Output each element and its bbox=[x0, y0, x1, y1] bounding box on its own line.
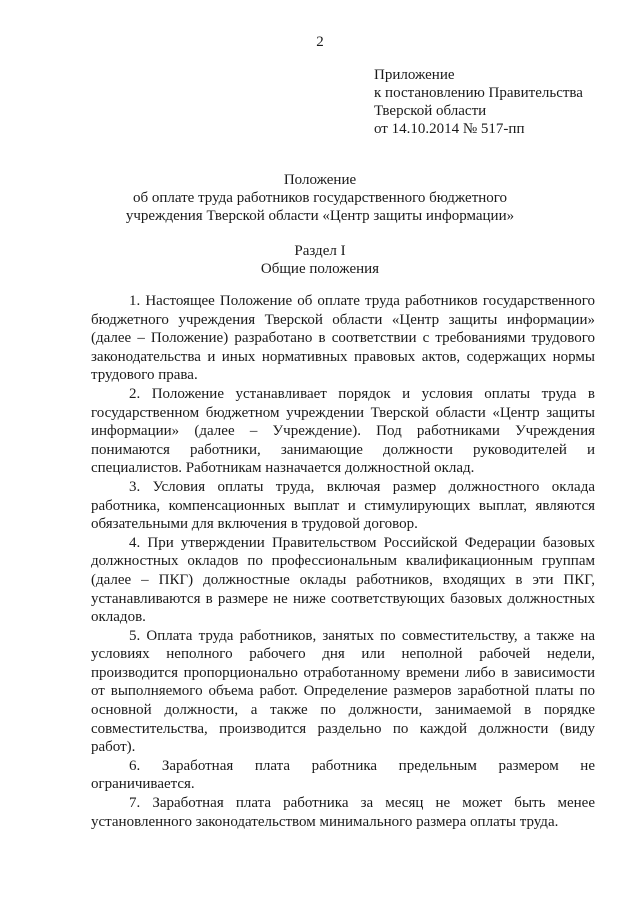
paragraph-line: 4. При утверждении Правительством Российской Федерации базовых bbox=[129, 534, 595, 551]
paragraph-line: государственном бюджетном учреждении Тверской области «Центр защиты bbox=[91, 404, 595, 421]
paragraph-line: 7. Заработная плата работника за месяц не может быть менее bbox=[129, 795, 595, 812]
paragraph-line: 5. Оплата труда работников, занятых по совместительству, а также на bbox=[129, 627, 595, 644]
paragraph bbox=[91, 534, 595, 627]
paragraph-line: 6. Заработная плата работника предельным размером не bbox=[129, 757, 595, 774]
appendix-line: Тверской области bbox=[374, 103, 487, 119]
section-name: Общие положения bbox=[260, 261, 380, 277]
paragraph-line: работника, компенсационных выплат и стимулирующих выплат, являются bbox=[91, 497, 595, 514]
paragraph-line: специалистов. Работникам назначается должностной оклад. bbox=[91, 460, 475, 477]
title-line: учреждения Тверской области «Центр защиты информации» bbox=[125, 208, 515, 224]
paragraph-line: 3. Условия оплаты труда, включая размер должностного оклада bbox=[129, 478, 595, 495]
section-heading bbox=[0, 242, 640, 278]
paragraph-line: бюджетного учреждения Тверской области «Центр защиты информации» bbox=[91, 311, 595, 328]
paragraph bbox=[91, 627, 595, 757]
section-number: Раздел I bbox=[294, 243, 346, 259]
paragraph bbox=[91, 757, 595, 794]
document-body bbox=[91, 292, 595, 831]
paragraph-line: (далее – ПКГ) должностные оклады работников, входящих в эти ПКГ, bbox=[91, 571, 595, 588]
paragraph-line: от выполняемого объема работ. Определение размеров заработной платы по bbox=[91, 683, 595, 700]
paragraph bbox=[91, 292, 595, 385]
paragraph-line: обязательными для включения в трудовой договор. bbox=[91, 516, 418, 533]
paragraph-line: окладов. bbox=[91, 609, 146, 626]
paragraph-line: понимаются работники, занимающие должности руководителей и bbox=[91, 441, 595, 458]
title-line: об оплате труда работников государственного бюджетного bbox=[132, 190, 508, 206]
paragraph-line: основной должности, а также по должности, занимаемой в порядке bbox=[91, 702, 595, 719]
paragraph-line: информации» (далее – Учреждение). Под работниками Учреждения bbox=[91, 423, 595, 440]
paragraph bbox=[91, 478, 595, 534]
paragraph-line: 2. Положение устанавливает порядок и условия оплаты труда в bbox=[129, 385, 595, 402]
page-number: 2 bbox=[316, 34, 324, 50]
paragraph-line: законодательства и иных нормативных правовых актов, содержащих нормы bbox=[91, 348, 595, 365]
paragraph-line: производится пропорционально отработанному времени либо в зависимости bbox=[91, 664, 595, 681]
paragraph-line: ограничивается. bbox=[91, 776, 195, 793]
paragraph-line: 1. Настоящее Положение об оплате труда работников государственного bbox=[129, 293, 595, 309]
paragraph bbox=[91, 385, 595, 478]
appendix-date: от 14.10.2014 № 517-пп bbox=[374, 121, 525, 137]
appendix-line: Приложение bbox=[374, 67, 455, 83]
paragraph-line: условиях неполного рабочего дня или неполной рабочей недели, bbox=[91, 646, 595, 663]
appendix-header bbox=[374, 66, 583, 138]
paragraph-line: совместительства, производится раздельно по каждой должности (виду bbox=[91, 720, 595, 737]
paragraph-line: трудового права. bbox=[91, 367, 198, 384]
paragraph-line: должностных окладов по профессиональным квалификационным группам bbox=[91, 553, 595, 570]
document-title bbox=[0, 171, 640, 225]
paragraph-line: установленного законодательством минимального размера оплаты труда. bbox=[91, 813, 559, 830]
paragraph bbox=[91, 794, 595, 831]
appendix-line: к постановлению Правительства bbox=[374, 85, 583, 101]
paragraph-line: устанавливаются в размере не ниже соответствующих базовых должностных bbox=[91, 590, 595, 607]
paragraph-line: работ). bbox=[91, 739, 136, 756]
title-line: Положение bbox=[283, 172, 357, 188]
paragraph-line: (далее – Положение) разработано в соответствии с требованиями трудового bbox=[91, 330, 595, 347]
